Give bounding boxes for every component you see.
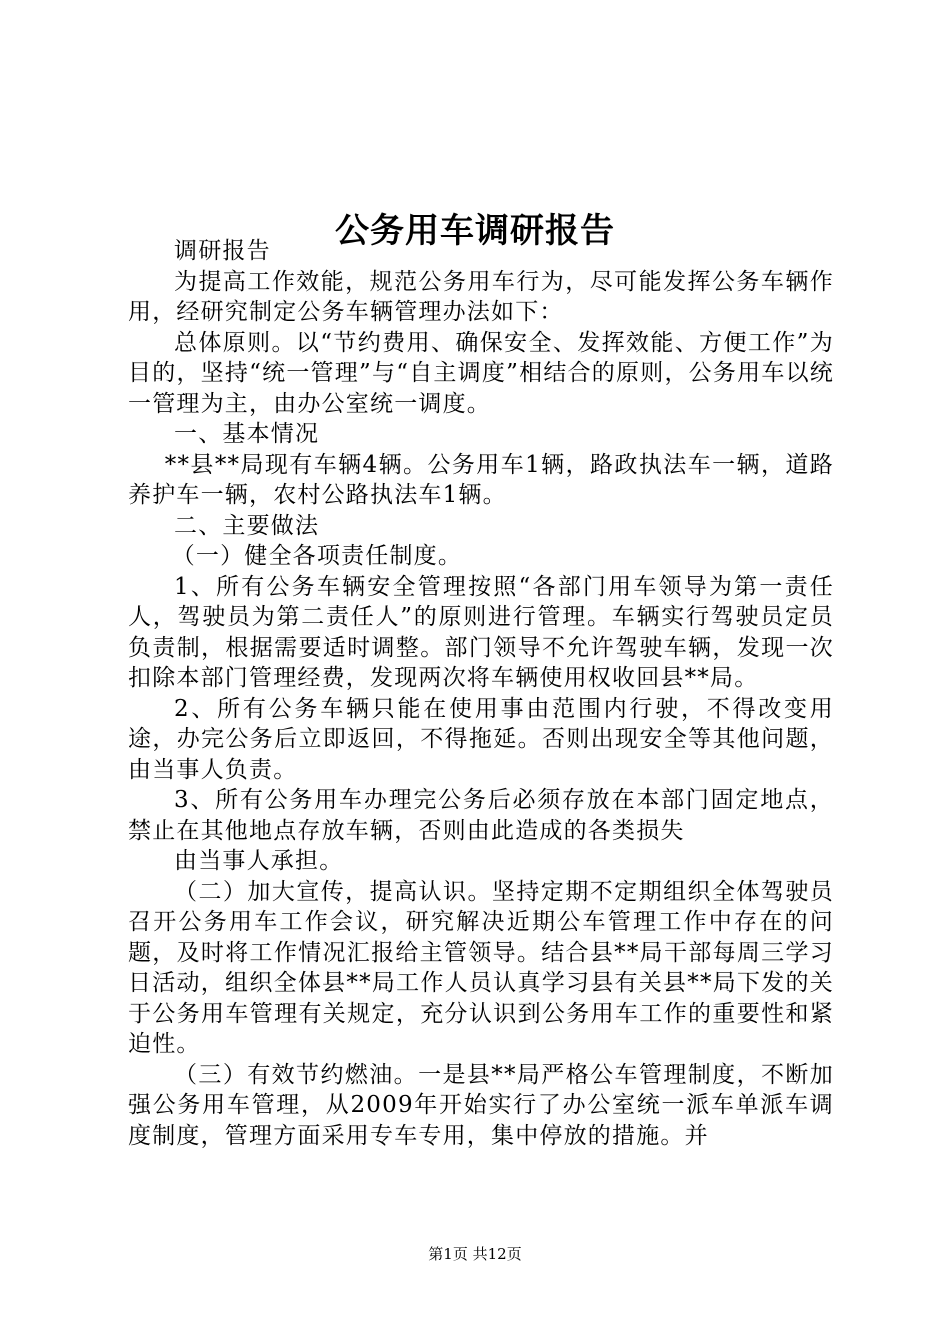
section-heading-basic: 一、基本情况 (174, 421, 320, 447)
paragraph-principle: 总体原则。以“节约费用、确保安全、发挥效能、方便工作”为目的，坚持“统一管理”与“自主调度”相结合的原则，公务用车以统一管理为主，由办公室统一调度。 (128, 329, 834, 417)
section-heading-practices: 二、主要做法 (174, 512, 320, 539)
subsection-heading-1: （一）健全各项责任制度。 (171, 543, 463, 569)
paragraph-rule-3: 3、所有公务用车办理完公务后必须存放在本部门固定地点，禁止在其他地点存放车辆，否则由此造成的各类损失 (128, 787, 834, 844)
paragraph-basic-situation: **县**局现有车辆4辆。公务用车1辆，路政执法车一辆，道路养护车一辆，农村公路执法车1辆。 (128, 451, 834, 508)
paragraph-rule-2: 2、所有公务车辆只能在使用事由范围内行驶，不得改变用途，办完公务后立即返回，不得拖延。否则出现安全等其他问题，由当事人负责。 (128, 695, 834, 783)
paragraph-heading: 调研报告 (174, 238, 271, 264)
document-body (128, 236, 834, 1151)
paragraph-rule-3-cont: 由当事人承担。 (174, 848, 344, 874)
document-title: 公务用车调研报告 (335, 210, 615, 251)
paragraph-intro: 为提高工作效能，规范公务用车行为，尽可能发挥公务车辆作用，经研究制定公务车辆管理办法如下： (128, 268, 834, 325)
paragraph-publicity: （二）加大宣传，提高认识。坚持定期不定期组织全体驾驶员召开公务用车工作会议，研究解决近期公车管理工作中存在的问题，及时将工作情况汇报给主管领导。结合县**局干部每周三学习日活动，组织全体县**局工作人员认真学习县有关县**局下发的关于公务用车管理有关规定，充分认识到公务用车工作的重要性和紧迫性。 (128, 878, 834, 1057)
page-number: 第1页 共12页 (428, 1245, 522, 1263)
paragraph-fuel-saving: （三）有效节约燃油。一是县**局严格公车管理制度，不断加强公务用车管理，从2009年开始实行了办公室统一派车单派车调度制度，管理方面采用专车专用，集中停放的措施。并 (128, 1061, 834, 1149)
paragraph-rule-1: 1、所有公务车辆安全管理按照“各部门用车领导为第一责任人，驾驶员为第二责任人”的原则进行管理。车辆实行驾驶员定员负责制，根据需要适时调整。部门领导不允许驾驶车辆，发现一次扣除本部门管理经费，发现两次将车辆使用权收回县**局。 (128, 573, 834, 691)
